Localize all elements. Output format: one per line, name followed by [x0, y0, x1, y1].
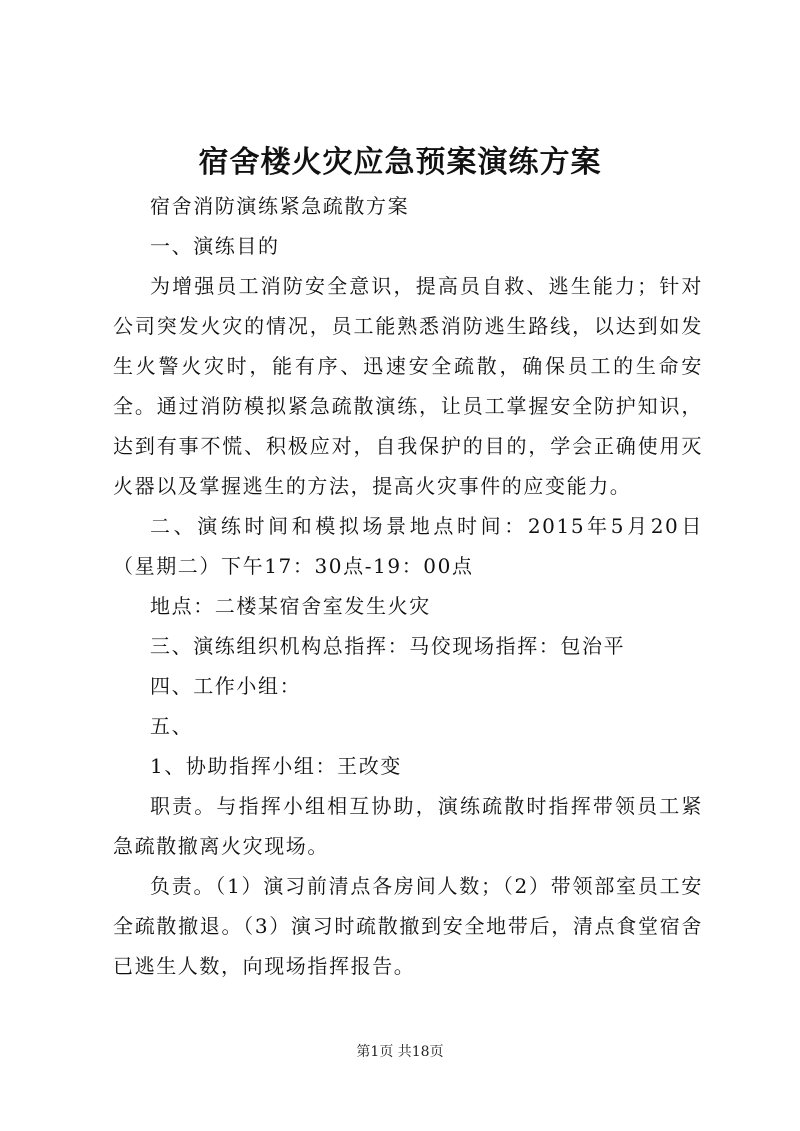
paragraph-section-1-heading: 一、演练目的	[150, 234, 280, 258]
page-number-footer: 第1页 共18页	[356, 1044, 444, 1060]
paragraph-section-4-working-group: 四、工作小组：	[150, 674, 302, 698]
paragraph-duties: 职责。与指挥小组相互协助，演练疏散时指挥带领员工紧急疏散撤离火灾现场。	[113, 794, 703, 858]
paragraph-responsibilities: 负责。（1）演习前清点各房间人数；（2）带领部室员工安全疏散撤退。（3）演习时疏散撤到安全地带后，清点食堂宿舍已逃生人数，向现场指挥报告。	[113, 874, 703, 978]
document-body	[113, 186, 703, 986]
paragraph-location: 地点：二楼某宿舍室发生火灾	[150, 594, 431, 618]
paragraph-section-5: 五、	[150, 714, 194, 738]
paragraph-assist-group: 1、协助指挥小组：王改变	[150, 754, 402, 778]
paragraph-section-3-organization: 三、演练组织机构总指挥：马佼现场指挥：包治平	[150, 634, 626, 658]
document-title: 宿舍楼火灾应急预案演练方案	[198, 145, 602, 180]
paragraph-section-2-time: 二、演练时间和模拟场景地点时间：2015年5月20日（星期二）下午17：30点-19：00点	[113, 514, 703, 578]
paragraph-purpose: 为增强员工消防安全意识，提高员自救、逃生能力；针对公司突发火灾的情况，员工能熟悉消防逃生路线，以达到如发生火警火灾时，能有序、迅速安全疏散，确保员工的生命安全。通过消防模拟紧急疏散演练，让员工掌握安全防护知识，达到有事不慌、积极应对，自我保护的目的，学会正确使用灭火器以及掌握逃生的方法，提高火灾事件的应变能力。	[113, 274, 703, 498]
paragraph-subtitle: 宿舍消防演练紧急疏散方案	[150, 194, 410, 218]
